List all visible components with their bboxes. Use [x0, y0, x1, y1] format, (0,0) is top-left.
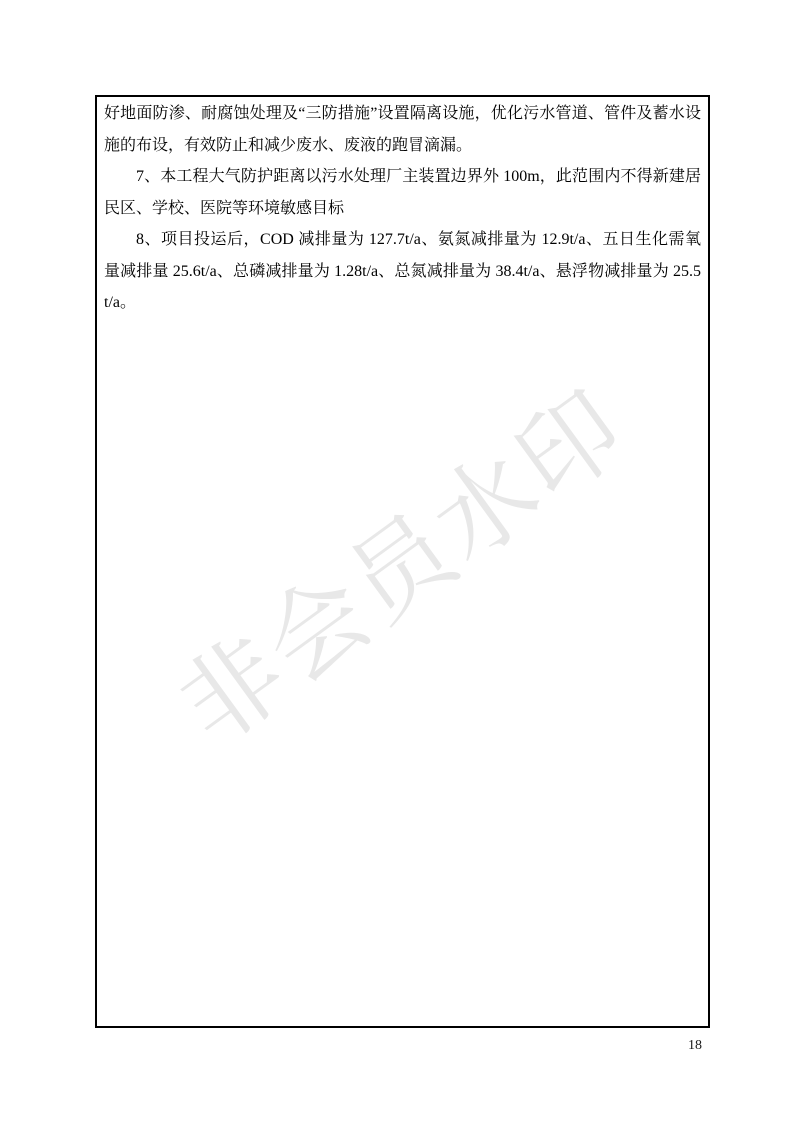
watermark-text: 非会员水印	[160, 369, 647, 766]
content-border-box	[95, 95, 710, 1028]
page-number: 18	[688, 1038, 702, 1053]
body-paragraph-2: 7、本工程大气防护距离以污水处理厂主装置边界外 100m，此范围内不得新建居民区、学校、医院等环境敏感目标	[104, 168, 701, 217]
body-paragraph-1: 好地面防渗、耐腐蚀处理及“三防措施”设置隔离设施，优化污水管道、管件及蓄水设施的布设，有效防止和减少废水、废液的跑冒滴漏。	[104, 105, 701, 154]
body-paragraph-3: 8、项目投运后，COD 减排量为 127.7t/a、氨氮减排量为 12.9t/a、五日生化需氧量减排量 25.6t/a、总磷减排量为 1.28t/a、总氮减排量为 38.4t/a、悬浮物减排量为 25.5t/a。	[104, 231, 701, 311]
